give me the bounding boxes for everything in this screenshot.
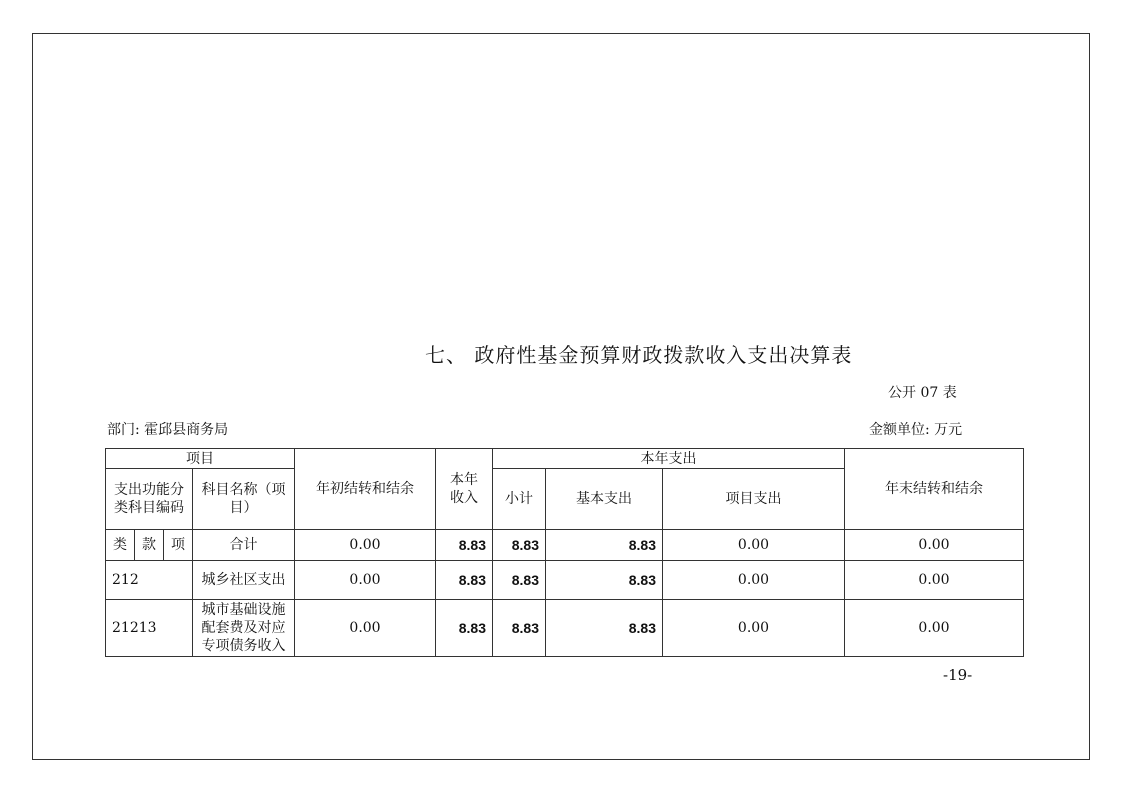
row-name-cell: [193, 600, 295, 657]
total-begin-balance: 0.00: [295, 530, 436, 561]
row-code: 212: [106, 561, 193, 600]
header-subject-name: [193, 469, 295, 530]
table-row: [106, 561, 1024, 600]
row-basic: 8.83: [546, 561, 663, 600]
table-row-total: [106, 530, 1024, 561]
unit-label: 金额单位: 万元: [869, 422, 963, 438]
row-end-balance: 0.00: [845, 600, 1024, 657]
header-item: 项目: [106, 449, 295, 469]
header-begin-balance: 年初结转和结余: [295, 449, 436, 530]
budget-table: [105, 448, 1024, 657]
header-subject-name-text: 科目名称（项目）: [201, 482, 286, 516]
header-project: 项目支出: [663, 469, 845, 530]
form-number: 公开 07 表: [888, 385, 957, 401]
row-name: 城乡社区支出: [193, 561, 295, 600]
department-label: 部门: 霍邱县商务局: [107, 422, 229, 438]
row-project: 0.00: [663, 561, 845, 600]
header-kuan: 款: [135, 530, 164, 561]
total-basic: 8.83: [546, 530, 663, 561]
header-lei: 类: [106, 530, 135, 561]
total-label: 合计: [193, 530, 295, 561]
row-end-balance: 0.00: [845, 561, 1024, 600]
row-income: 8.83: [436, 600, 493, 657]
row-basic: 8.83: [546, 600, 663, 657]
header-income-text: 本年收入: [449, 472, 478, 506]
header-func-code-text: 支出功能分类科目编码: [114, 482, 184, 516]
table-title: 七、 政府性基金预算财政拨款收入支出决算表: [425, 343, 853, 367]
total-project: 0.00: [663, 530, 845, 561]
row-begin-balance: 0.00: [295, 600, 436, 657]
row-code: 21213: [106, 600, 193, 657]
total-end-balance: 0.00: [845, 530, 1024, 561]
row-income: 8.83: [436, 561, 493, 600]
page-number: -19-: [943, 666, 973, 684]
row-name: 城市基础设施配套费及对应专项债务收入: [201, 602, 286, 654]
row-project: 0.00: [663, 600, 845, 657]
header-income: [436, 449, 493, 530]
header-func-code: [106, 469, 193, 530]
row-subtotal: 8.83: [493, 561, 546, 600]
total-subtotal: 8.83: [493, 530, 546, 561]
header-expense-group: 本年支出: [493, 449, 845, 469]
header-xiang: 项: [164, 530, 193, 561]
header-subtotal: 小计: [493, 469, 546, 530]
table-row: [106, 600, 1024, 657]
row-begin-balance: 0.00: [295, 561, 436, 600]
header-basic: 基本支出: [546, 469, 663, 530]
total-income: 8.83: [436, 530, 493, 561]
header-end-balance: 年末结转和结余: [845, 449, 1024, 530]
row-subtotal: 8.83: [493, 600, 546, 657]
